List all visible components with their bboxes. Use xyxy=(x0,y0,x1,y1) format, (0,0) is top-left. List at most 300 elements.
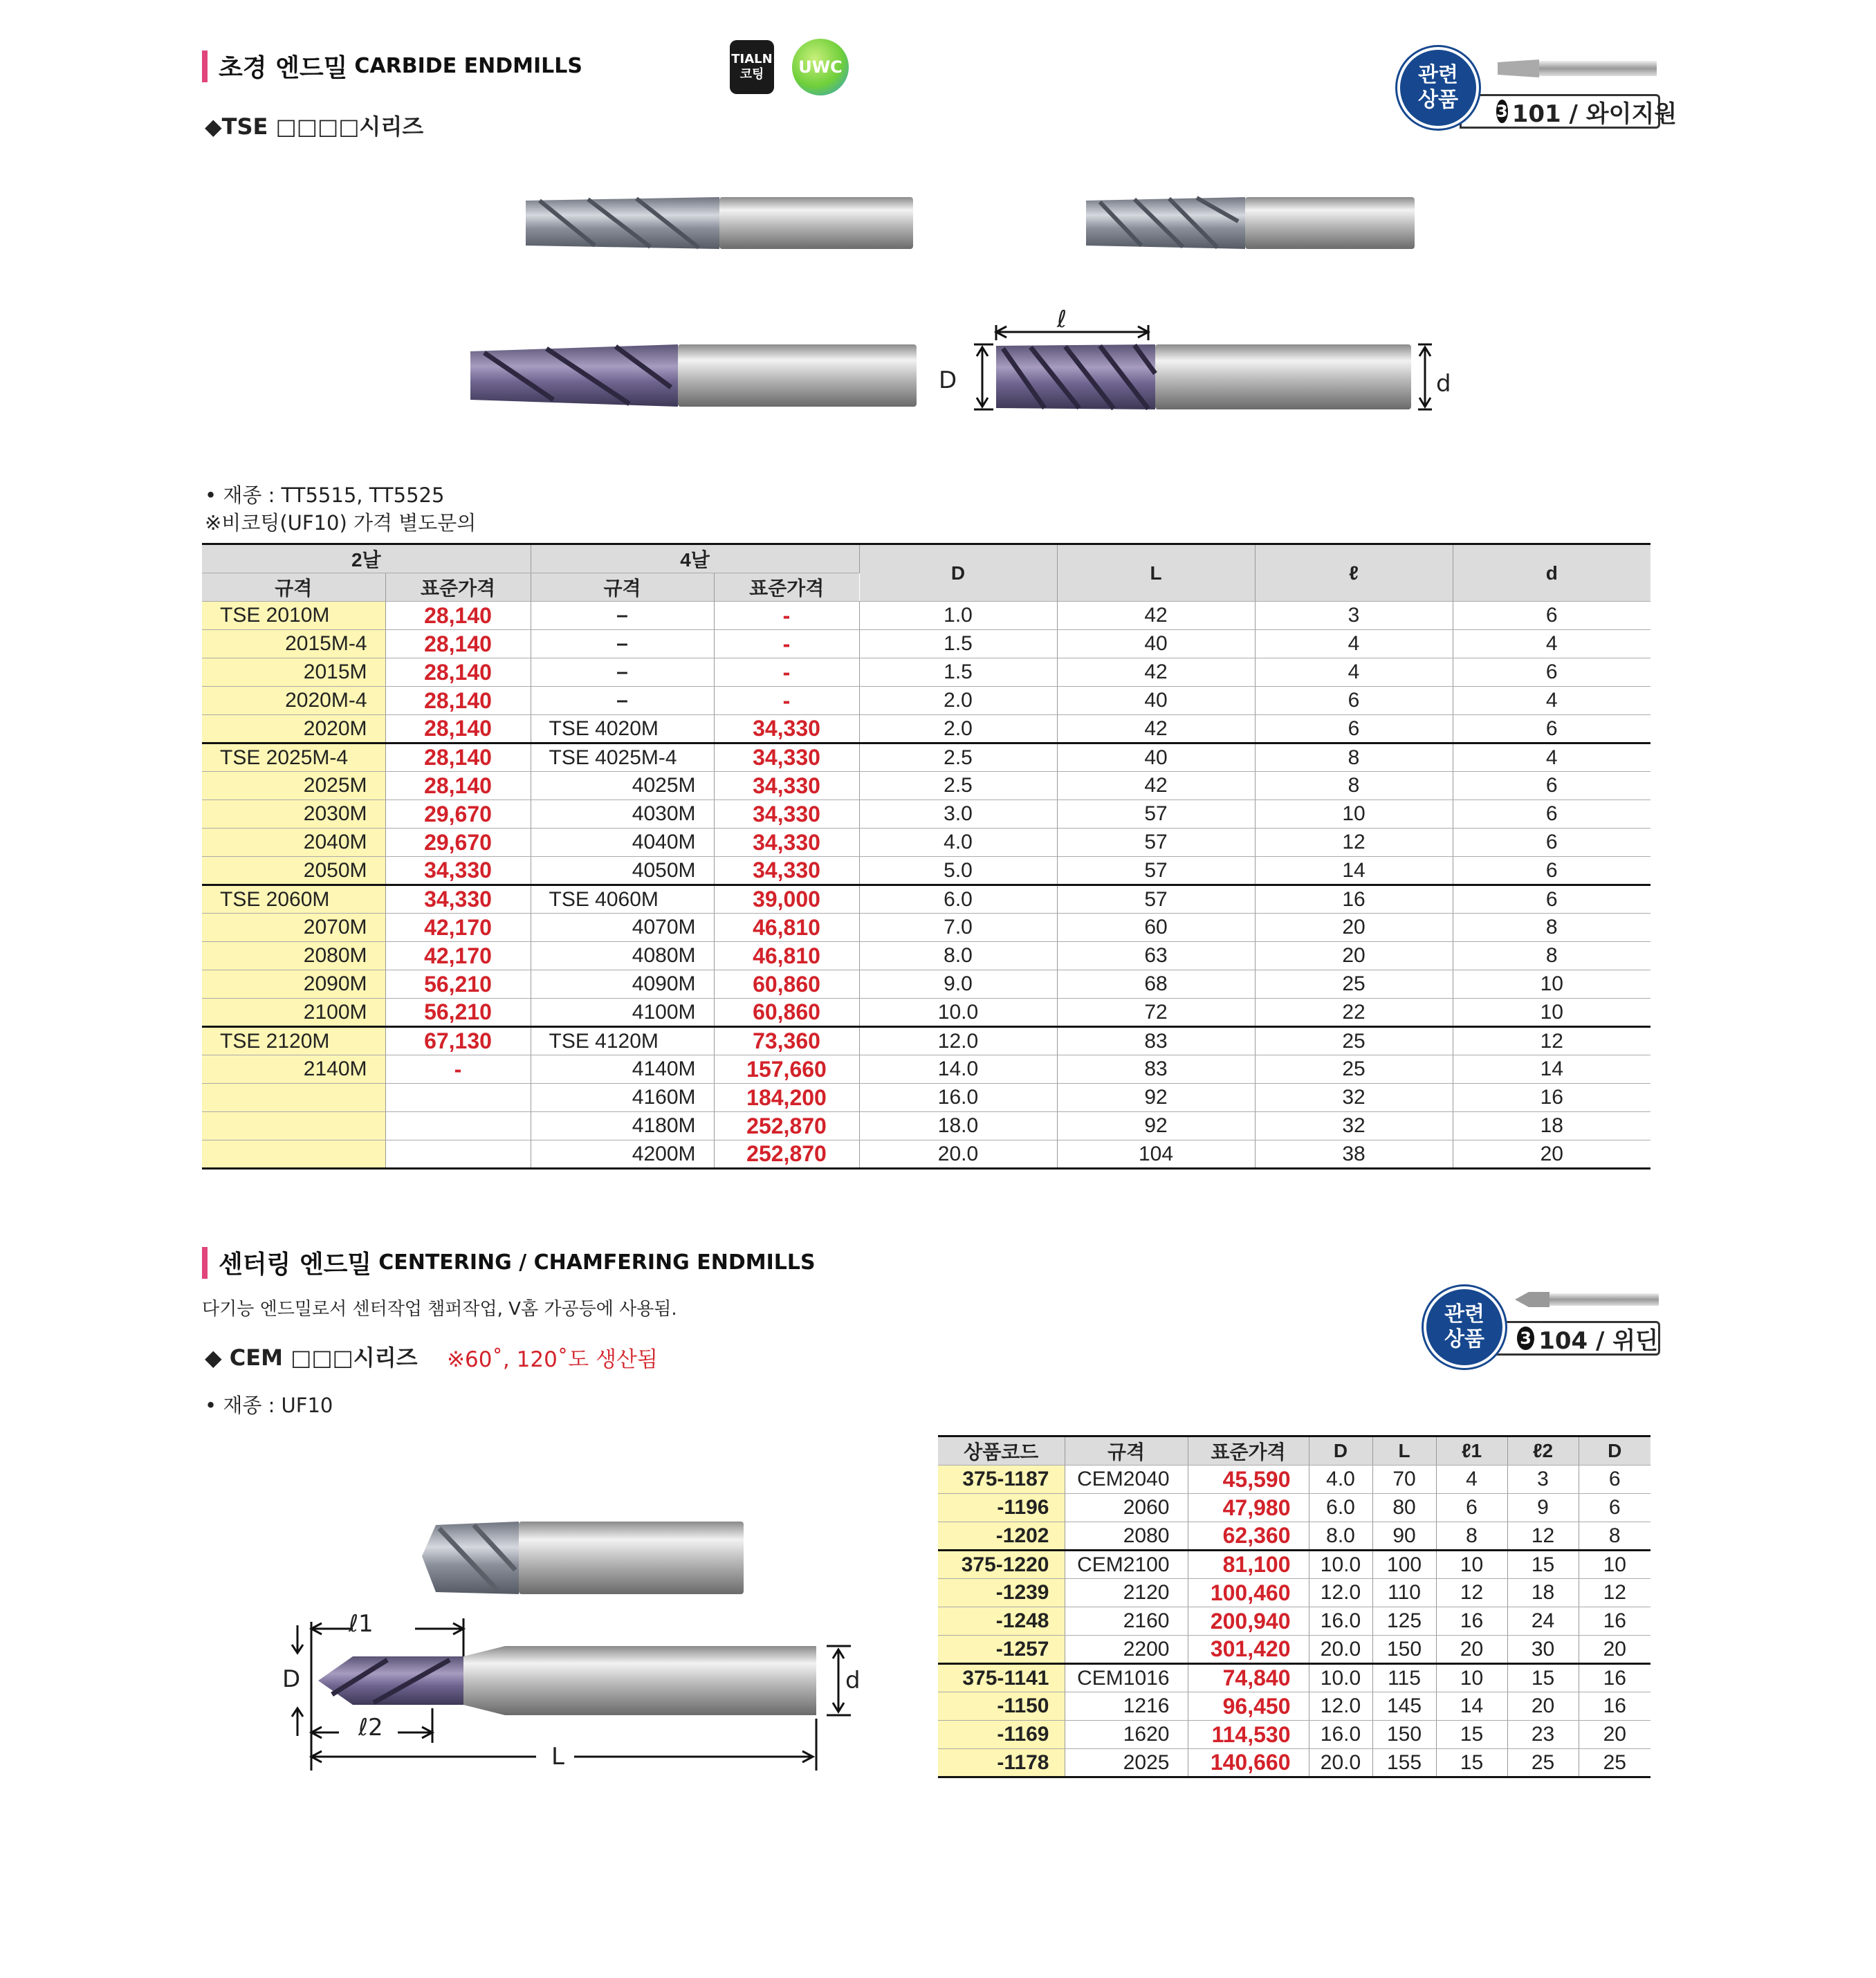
header-d: D xyxy=(1579,1436,1650,1466)
uwc-badge-label: UWC xyxy=(798,57,843,77)
centering-endmill-photos xyxy=(277,1487,872,1791)
cell-spec-2flute: 2030M xyxy=(202,800,385,829)
cell-shank-d: 6 xyxy=(1453,885,1650,914)
cell-spec-2flute xyxy=(202,1084,385,1112)
endmill-coated-4flute-photo xyxy=(996,344,1411,409)
cell-l2: 12 xyxy=(1507,1522,1579,1551)
cell-flute-length: 8 xyxy=(1255,743,1453,772)
cell-D: 20.0 xyxy=(1309,1749,1372,1777)
cell-price-2flute: 67,130 xyxy=(385,1027,531,1055)
header-product-code: 상품코드 xyxy=(938,1436,1065,1466)
cell-l1: 10 xyxy=(1436,1551,1507,1579)
header-spec-2f: 규격 xyxy=(202,573,385,602)
cell-product-code: -1178 xyxy=(938,1749,1065,1777)
cell-dia-D: 18.0 xyxy=(859,1112,1057,1140)
cell-l2: 18 xyxy=(1507,1579,1579,1607)
cell-spec-4flute: 4180M xyxy=(531,1112,714,1140)
table-row xyxy=(202,1027,1650,1055)
cell-spec-2flute xyxy=(202,1140,385,1169)
cell-length-L: 42 xyxy=(1057,772,1255,800)
table-row xyxy=(202,857,1650,885)
table-row xyxy=(938,1749,1650,1777)
cell-price-4flute: 60,860 xyxy=(714,999,859,1027)
header-l: ℓ xyxy=(1255,544,1453,602)
material-note-2: • 재종 : UF10 xyxy=(205,1394,333,1417)
cell-spec-2flute: 2015M-4 xyxy=(202,630,385,658)
cell-price-4flute: - xyxy=(714,687,859,715)
dim-label-flute-length: ℓ xyxy=(1057,306,1067,333)
table-row xyxy=(202,772,1650,800)
cell-length-L: 72 xyxy=(1057,999,1255,1027)
cell-spec-4flute: 4070M xyxy=(531,914,714,942)
header-spec: 규격 xyxy=(1065,1436,1188,1466)
cell-d: 16 xyxy=(1579,1664,1650,1692)
header-4flute: 4날 xyxy=(531,544,859,573)
cell-spec: 2080 xyxy=(1065,1522,1188,1551)
cell-price-4flute: 252,870 xyxy=(714,1140,859,1169)
cell-spec: 1620 xyxy=(1065,1721,1188,1749)
cell-dia-D: 1.0 xyxy=(859,602,1057,630)
cell-price-2flute xyxy=(385,1112,531,1140)
header-2flute: 2날 xyxy=(202,544,531,573)
table-row xyxy=(202,602,1650,630)
cell-price-2flute: 28,140 xyxy=(385,658,531,687)
cell-dia-D: 6.0 xyxy=(859,885,1057,914)
table-row xyxy=(202,999,1650,1027)
tse-series-label: ◆TSE □□□□시리즈 xyxy=(205,113,424,140)
uwc-badge xyxy=(792,39,849,95)
cell-L: 155 xyxy=(1372,1749,1436,1777)
cell-dia-D: 10.0 xyxy=(859,999,1057,1027)
cell-shank-d: 6 xyxy=(1453,658,1650,687)
related-label-2: 상품 xyxy=(1418,88,1458,112)
section2-description: 다기능 엔드밀로서 센터작업 챔퍼작업, V홈 가공등에 사용됨. xyxy=(202,1299,677,1320)
header-spec-4f: 규격 xyxy=(531,573,714,602)
cell-price-4flute: 34,330 xyxy=(714,829,859,857)
cell-spec-4flute: 4025M xyxy=(531,772,714,800)
cell-length-L: 63 xyxy=(1057,942,1255,970)
cell-spec-2flute: 2020M xyxy=(202,715,385,743)
cell-D: 6.0 xyxy=(1309,1494,1372,1522)
cell-price: 47,980 xyxy=(1188,1494,1309,1522)
cell-length-L: 42 xyxy=(1057,658,1255,687)
cell-d: 12 xyxy=(1579,1579,1650,1607)
cell-shank-d: 12 xyxy=(1453,1027,1650,1055)
header-D: D xyxy=(859,544,1057,602)
cell-flute-length: 4 xyxy=(1255,630,1453,658)
carbide-table-body xyxy=(202,602,1650,1169)
cell-dia-D: 3.0 xyxy=(859,800,1057,829)
cell-l2: 24 xyxy=(1507,1607,1579,1636)
table-row xyxy=(202,1140,1650,1169)
cell-l1: 20 xyxy=(1436,1636,1507,1664)
cell-shank-d: 4 xyxy=(1453,687,1650,715)
cell-spec-4flute: 4080M xyxy=(531,942,714,970)
cell-spec: 2060 xyxy=(1065,1494,1188,1522)
header-l2: ℓ2 xyxy=(1507,1436,1579,1466)
title-accent-bar xyxy=(202,1247,208,1279)
cell-dia-D: 14.0 xyxy=(859,1055,1057,1084)
cell-price-4flute: 46,810 xyxy=(714,914,859,942)
cell-price-4flute: 184,200 xyxy=(714,1084,859,1112)
cell-spec: CEM2040 xyxy=(1065,1466,1188,1494)
cell-dia-D: 2.5 xyxy=(859,772,1057,800)
related-product-104[interactable] xyxy=(1424,1278,1660,1375)
cell-flute-length: 16 xyxy=(1255,885,1453,914)
cell-price: 96,450 xyxy=(1188,1692,1309,1721)
cell-l1: 16 xyxy=(1436,1607,1507,1636)
header-L: L xyxy=(1057,544,1255,602)
cell-spec-4flute: TSE 4025M-4 xyxy=(531,743,714,772)
cell-d: 8 xyxy=(1579,1522,1650,1551)
dim-label-L: L xyxy=(551,1743,564,1771)
cem-series-label: ◆ CEM □□□시리즈 xyxy=(205,1344,418,1371)
dim-label-D2: D xyxy=(282,1665,301,1693)
cell-price-4flute: 34,330 xyxy=(714,857,859,885)
cell-length-L: 83 xyxy=(1057,1055,1255,1084)
table-row xyxy=(202,829,1650,857)
centering-endmill-table xyxy=(938,1435,1650,1778)
cell-price-4flute: 60,860 xyxy=(714,970,859,999)
cell-flute-length: 3 xyxy=(1255,602,1453,630)
related-product-101[interactable] xyxy=(1397,40,1677,137)
cell-flute-length: 32 xyxy=(1255,1084,1453,1112)
cell-price-2flute: 28,140 xyxy=(385,743,531,772)
cell-shank-d: 14 xyxy=(1453,1055,1650,1084)
centering-endmill-top-photo xyxy=(422,1522,744,1594)
cell-spec-2flute xyxy=(202,1112,385,1140)
cell-spec-2flute: TSE 2060M xyxy=(202,885,385,914)
cell-D: 16.0 xyxy=(1309,1607,1372,1636)
table-row xyxy=(938,1692,1650,1721)
table-row xyxy=(938,1466,1650,1494)
cell-spec: CEM1016 xyxy=(1065,1664,1188,1692)
cell-spec-4flute: TSE 4120M xyxy=(531,1027,714,1055)
cell-flute-length: 38 xyxy=(1255,1140,1453,1169)
cell-flute-length: 20 xyxy=(1255,942,1453,970)
cell-price-2flute: 29,670 xyxy=(385,800,531,829)
cell-spec-4flute: 4160M xyxy=(531,1084,714,1112)
cell-flute-length: 22 xyxy=(1255,999,1453,1027)
cell-L: 150 xyxy=(1372,1636,1436,1664)
cell-spec-4flute: TSE 4060M xyxy=(531,885,714,914)
material-note-1: • 재종 : TT5515, TT5525 xyxy=(205,483,445,507)
cell-price-4flute: 34,330 xyxy=(714,772,859,800)
cell-spec-4flute: TSE 4020M xyxy=(531,715,714,743)
cell-length-L: 92 xyxy=(1057,1084,1255,1112)
cell-price-2flute: 28,140 xyxy=(385,715,531,743)
cell-L: 80 xyxy=(1372,1494,1436,1522)
cell-spec-2flute: TSE 2120M xyxy=(202,1027,385,1055)
cell-spec-4flute: 4040M xyxy=(531,829,714,857)
cell-D: 16.0 xyxy=(1309,1721,1372,1749)
cell-l2: 15 xyxy=(1507,1551,1579,1579)
cell-l1: 6 xyxy=(1436,1494,1507,1522)
cell-price-4flute: - xyxy=(714,658,859,687)
cell-spec-2flute: 2080M xyxy=(202,942,385,970)
cell-product-code: -1248 xyxy=(938,1607,1065,1636)
cell-spec-4flute: – xyxy=(531,630,714,658)
cell-flute-length: 4 xyxy=(1255,658,1453,687)
table-row xyxy=(938,1494,1650,1522)
cell-price: 140,660 xyxy=(1188,1749,1309,1777)
cell-spec: 1216 xyxy=(1065,1692,1188,1721)
tialn-coating-badge xyxy=(730,40,774,94)
cell-spec-2flute: 2100M xyxy=(202,999,385,1027)
cell-L: 90 xyxy=(1372,1522,1436,1551)
cell-d: 20 xyxy=(1579,1721,1650,1749)
cell-length-L: 42 xyxy=(1057,602,1255,630)
table-row xyxy=(202,743,1650,772)
endmill-4flute-photo xyxy=(1086,197,1415,249)
cell-product-code: -1202 xyxy=(938,1522,1065,1551)
cell-flute-length: 25 xyxy=(1255,1027,1453,1055)
cell-price: 62,360 xyxy=(1188,1522,1309,1551)
cell-d: 16 xyxy=(1579,1692,1650,1721)
cell-price-2flute: 28,140 xyxy=(385,687,531,715)
cell-L: 145 xyxy=(1372,1692,1436,1721)
cell-product-code: 375-1220 xyxy=(938,1551,1065,1579)
table-row xyxy=(938,1551,1650,1579)
cell-flute-length: 25 xyxy=(1255,1055,1453,1084)
cell-price: 81,100 xyxy=(1188,1551,1309,1579)
cell-flute-length: 14 xyxy=(1255,857,1453,885)
cell-L: 115 xyxy=(1372,1664,1436,1692)
related-circle xyxy=(1397,47,1479,129)
cell-product-code: -1150 xyxy=(938,1692,1065,1721)
cell-spec-2flute: 2025M xyxy=(202,772,385,800)
cell-product-code: -1169 xyxy=(938,1721,1065,1749)
cell-l2: 3 xyxy=(1507,1466,1579,1494)
dim-label-l1: ℓ1 xyxy=(349,1610,374,1638)
cell-L: 150 xyxy=(1372,1721,1436,1749)
page-number-icon: 3 xyxy=(1517,1327,1534,1350)
cell-spec-4flute: – xyxy=(531,602,714,630)
table-row xyxy=(202,715,1650,743)
cell-l1: 12 xyxy=(1436,1579,1507,1607)
table-row xyxy=(202,914,1650,942)
cell-flute-length: 32 xyxy=(1255,1112,1453,1140)
cell-D: 10.0 xyxy=(1309,1551,1372,1579)
cell-price-2flute: 56,210 xyxy=(385,970,531,999)
cell-shank-d: 8 xyxy=(1453,942,1650,970)
cell-l2: 23 xyxy=(1507,1721,1579,1749)
cell-D: 12.0 xyxy=(1309,1692,1372,1721)
cell-shank-d: 10 xyxy=(1453,970,1650,999)
cell-price: 301,420 xyxy=(1188,1636,1309,1664)
cell-spec-4flute: 4030M xyxy=(531,800,714,829)
cell-L: 125 xyxy=(1372,1607,1436,1636)
cell-spec: CEM2100 xyxy=(1065,1551,1188,1579)
cell-l1: 15 xyxy=(1436,1749,1507,1777)
cell-l2: 25 xyxy=(1507,1749,1579,1777)
related-text: 101 / 와이지원 xyxy=(1511,100,1677,128)
cell-dia-D: 9.0 xyxy=(859,970,1057,999)
cell-shank-d: 6 xyxy=(1453,602,1650,630)
cell-l2: 30 xyxy=(1507,1636,1579,1664)
cell-flute-length: 8 xyxy=(1255,772,1453,800)
table-row xyxy=(938,1522,1650,1551)
related-label-1: 관련 xyxy=(1444,1302,1484,1327)
cell-dia-D: 16.0 xyxy=(859,1084,1057,1112)
cell-flute-length: 20 xyxy=(1255,914,1453,942)
cell-shank-d: 6 xyxy=(1453,857,1650,885)
cell-spec: 2025 xyxy=(1065,1749,1188,1777)
cell-spec-4flute: 4100M xyxy=(531,999,714,1027)
cell-shank-d: 6 xyxy=(1453,800,1650,829)
cell-price-4flute: - xyxy=(714,602,859,630)
cell-product-code: -1257 xyxy=(938,1636,1065,1664)
table-row xyxy=(938,1579,1650,1607)
cell-price-2flute: 42,170 xyxy=(385,942,531,970)
cell-l1: 14 xyxy=(1436,1692,1507,1721)
cell-l1: 4 xyxy=(1436,1466,1507,1494)
cell-D: 4.0 xyxy=(1309,1466,1372,1494)
section2-title-ko: 센터링 엔드밀 xyxy=(219,1250,372,1279)
cell-price-2flute: 34,330 xyxy=(385,885,531,914)
cell-dia-D: 12.0 xyxy=(859,1027,1057,1055)
cell-shank-d: 16 xyxy=(1453,1084,1650,1112)
cell-dia-D: 8.0 xyxy=(859,942,1057,970)
cell-dia-D: 20.0 xyxy=(859,1140,1057,1169)
cell-length-L: 92 xyxy=(1057,1112,1255,1140)
cell-price-4flute: 39,000 xyxy=(714,885,859,914)
cell-spec-4flute: 4200M xyxy=(531,1140,714,1169)
cell-d: 20 xyxy=(1579,1636,1650,1664)
cell-d: 6 xyxy=(1579,1494,1650,1522)
cell-price-2flute: 56,210 xyxy=(385,999,531,1027)
cell-shank-d: 4 xyxy=(1453,743,1650,772)
cell-spec-2flute: 2140M xyxy=(202,1055,385,1084)
cell-dia-D: 1.5 xyxy=(859,630,1057,658)
cell-spec-2flute: 2070M xyxy=(202,914,385,942)
related-text: 104 / 위딘 xyxy=(1538,1327,1658,1355)
cell-shank-d: 6 xyxy=(1453,829,1650,857)
title-accent-bar xyxy=(202,50,208,82)
cell-flute-length: 12 xyxy=(1255,829,1453,857)
cell-length-L: 57 xyxy=(1057,829,1255,857)
related-endmill-icon xyxy=(1494,54,1660,82)
cell-d: 16 xyxy=(1579,1607,1650,1636)
endmill-coated-2flute-photo xyxy=(470,344,917,407)
related-box xyxy=(1482,1321,1660,1356)
table-row xyxy=(938,1636,1650,1664)
cell-shank-d: 4 xyxy=(1453,630,1650,658)
cell-spec-2flute: TSE 2025M-4 xyxy=(202,743,385,772)
cell-dia-D: 1.5 xyxy=(859,658,1057,687)
cell-flute-length: 6 xyxy=(1255,687,1453,715)
cell-price-2flute: 28,140 xyxy=(385,772,531,800)
cell-product-code: 375-1141 xyxy=(938,1664,1065,1692)
header-d: d xyxy=(1453,544,1650,602)
cell-shank-d: 6 xyxy=(1453,715,1650,743)
cell-flute-length: 6 xyxy=(1255,715,1453,743)
section2-title xyxy=(202,1245,816,1280)
cell-shank-d: 6 xyxy=(1453,772,1650,800)
cell-l2: 15 xyxy=(1507,1664,1579,1692)
cell-price: 114,530 xyxy=(1188,1721,1309,1749)
cell-price-4flute: 34,330 xyxy=(714,715,859,743)
cell-D: 20.0 xyxy=(1309,1636,1372,1664)
cell-spec-2flute: 2020M-4 xyxy=(202,687,385,715)
page-number-icon: 3 xyxy=(1496,100,1508,123)
section1-title xyxy=(202,48,582,84)
header-price-2f: 표준가격 xyxy=(385,573,531,602)
cell-price-4flute: 34,330 xyxy=(714,800,859,829)
cell-shank-d: 20 xyxy=(1453,1140,1650,1169)
header-L: L xyxy=(1372,1436,1436,1466)
cell-shank-d: 10 xyxy=(1453,999,1650,1027)
header-price-4f: 표준가격 xyxy=(714,573,859,602)
cell-price-2flute: 34,330 xyxy=(385,857,531,885)
table-row xyxy=(202,942,1650,970)
cell-length-L: 42 xyxy=(1057,715,1255,743)
cell-flute-length: 10 xyxy=(1255,800,1453,829)
table-row xyxy=(202,630,1650,658)
centering-table-header xyxy=(938,1436,1650,1466)
table-row xyxy=(202,1084,1650,1112)
table-row xyxy=(202,658,1650,687)
cell-dia-D: 4.0 xyxy=(859,829,1057,857)
cell-dia-D: 2.0 xyxy=(859,687,1057,715)
cell-price-2flute: 29,670 xyxy=(385,829,531,857)
cell-price-4flute: 73,360 xyxy=(714,1027,859,1055)
section2-title-en: CENTERING / CHAMFERING ENDMILLS xyxy=(378,1250,816,1275)
dim-label-d: d xyxy=(1436,370,1451,398)
cell-spec-2flute: 2050M xyxy=(202,857,385,885)
tialn-badge-label: TIALN xyxy=(731,51,773,66)
table-row xyxy=(202,687,1650,715)
cell-price-2flute xyxy=(385,1084,531,1112)
section1-title-en: CARBIDE ENDMILLS xyxy=(354,54,582,78)
table-row xyxy=(202,800,1650,829)
table-row xyxy=(202,1112,1650,1140)
table-row xyxy=(938,1664,1650,1692)
cell-L: 100 xyxy=(1372,1551,1436,1579)
cell-dia-D: 7.0 xyxy=(859,914,1057,942)
cell-l2: 9 xyxy=(1507,1494,1579,1522)
cell-price-4flute: 252,870 xyxy=(714,1112,859,1140)
cell-spec: 2200 xyxy=(1065,1636,1188,1664)
table-row xyxy=(202,885,1650,914)
cell-L: 70 xyxy=(1372,1466,1436,1494)
cell-price: 74,840 xyxy=(1188,1664,1309,1692)
cell-price: 200,940 xyxy=(1188,1607,1309,1636)
related-box xyxy=(1460,94,1677,129)
cell-spec-2flute: 2090M xyxy=(202,970,385,999)
cell-length-L: 57 xyxy=(1057,857,1255,885)
cell-D: 12.0 xyxy=(1309,1579,1372,1607)
section1-title-ko: 초경 엔드밀 xyxy=(219,54,348,82)
cell-dia-D: 5.0 xyxy=(859,857,1057,885)
cell-price-2flute: - xyxy=(385,1055,531,1084)
cell-d: 6 xyxy=(1579,1466,1650,1494)
cell-product-code: -1239 xyxy=(938,1579,1065,1607)
cell-shank-d: 8 xyxy=(1453,914,1650,942)
centering-endmill-bottom-photo xyxy=(318,1646,816,1715)
cell-length-L: 57 xyxy=(1057,800,1255,829)
cell-spec-4flute: – xyxy=(531,658,714,687)
cell-price-4flute: 34,330 xyxy=(714,743,859,772)
cell-spec-4flute: – xyxy=(531,687,714,715)
table-row xyxy=(202,1055,1650,1084)
header-D: D xyxy=(1309,1436,1372,1466)
cell-spec-2flute: 2040M xyxy=(202,829,385,857)
cell-spec-2flute: TSE 2010M xyxy=(202,602,385,630)
table-row xyxy=(202,970,1650,999)
related-circle xyxy=(1424,1286,1505,1368)
cell-D: 10.0 xyxy=(1309,1664,1372,1692)
